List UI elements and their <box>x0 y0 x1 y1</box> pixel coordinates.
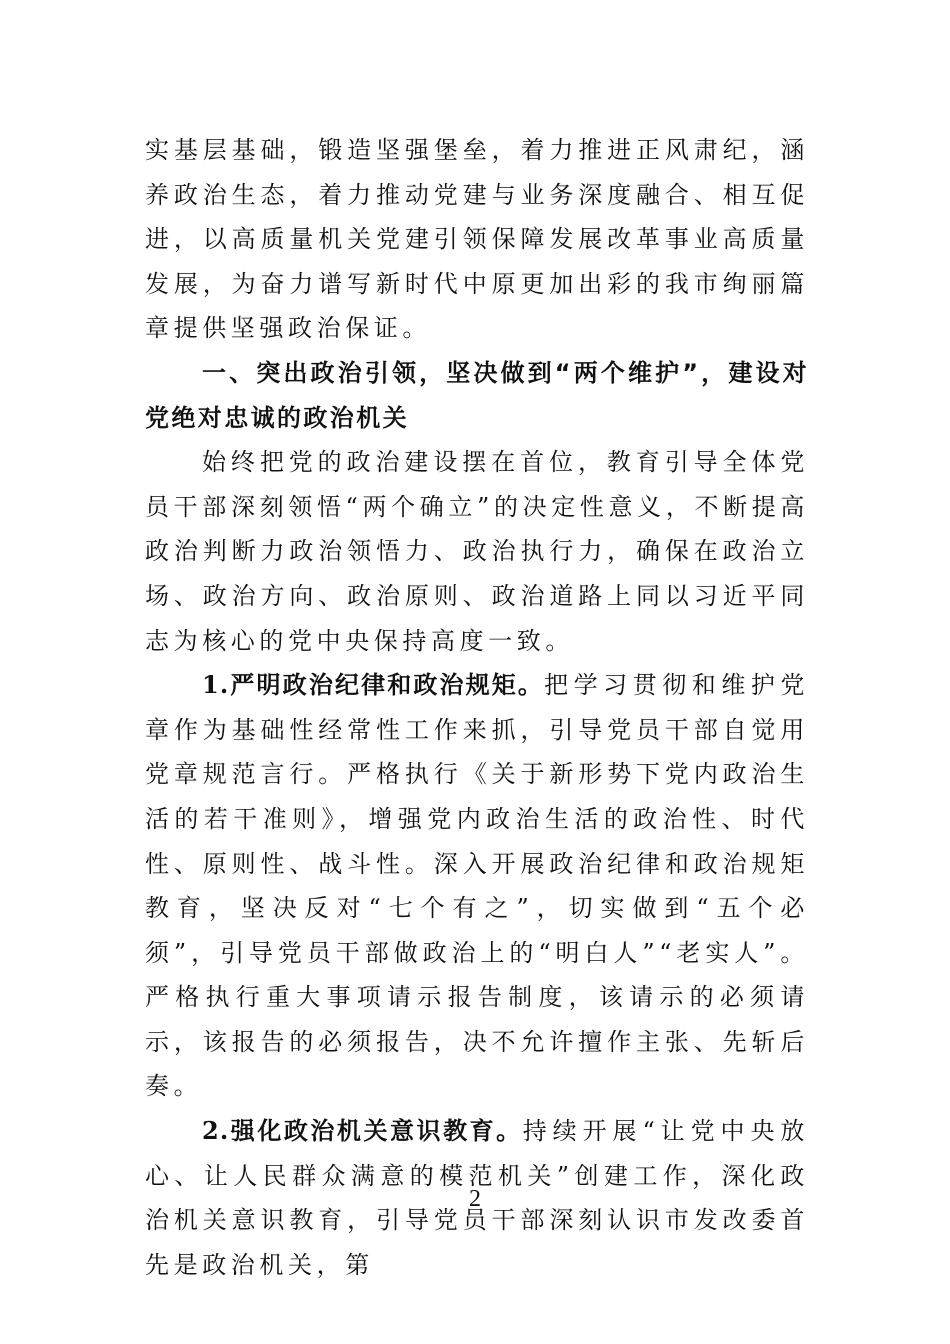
list-item-1-lead: 1.严明政治纪律和政治规矩。 <box>202 670 545 700</box>
list-item-1 <box>145 663 809 1109</box>
document-page <box>145 128 809 1287</box>
paragraph-intro-continuation: 实基层基础，锻造坚强堡垒，着力推进正风肃纪，涵养政治生态，着力推动党建与业务深度融合、相互促进，以高质量机关党建引领保障发展改革事业高质量发展，为奋力谱写新时代中原更加出彩的我市绚丽篇章提供坚强政治保证。 <box>145 136 809 343</box>
section-heading-1: 一、突出政治引领，坚决做到“两个维护”，建设对党绝对忠诚的政治机关 <box>145 358 809 432</box>
list-item-2-lead: 2.强化政治机关意识教育。 <box>202 1116 523 1146</box>
page-number: 2 <box>469 1186 481 1212</box>
list-item-2-text: 持续开展“让党中央放心、让人民群众满意的模范机关”创建工作，深化政治机关意识教育，引导党员干部深刻认识市发改委首先是政治机关，第 <box>145 1117 809 1279</box>
paragraph-section-1-body: 始终把党的政治建设摆在首位，教育引导全体党员干部深刻领悟“两个确立”的决定性意义，不断提高政治判断力政治领悟力、政治执行力，确保在政治立场、政治方向、政治原则、政治道路上同以习近平同志为核心的党中央保持高度一致。 <box>145 448 809 655</box>
list-item-1-text: 把学习贯彻和维护党章作为基础性经常性工作来抓，引导党员干部自觉用党章规范言行。严格执行《关于新形势下党内政治生活的若干准则》，增强党内政治生活的政治性、时代性、原则性、战斗性。深入开展政治纪律和政治规矩教育，坚决反对“七个有之”，切实做到“五个必须”，引导党员干部做政治上的“明白人”“老实人”。严格执行重大事项请示报告制度，该请示的必须请示，该报告的必须报告，决不允许擅作主张、先斩后奏。 <box>145 671 809 1101</box>
